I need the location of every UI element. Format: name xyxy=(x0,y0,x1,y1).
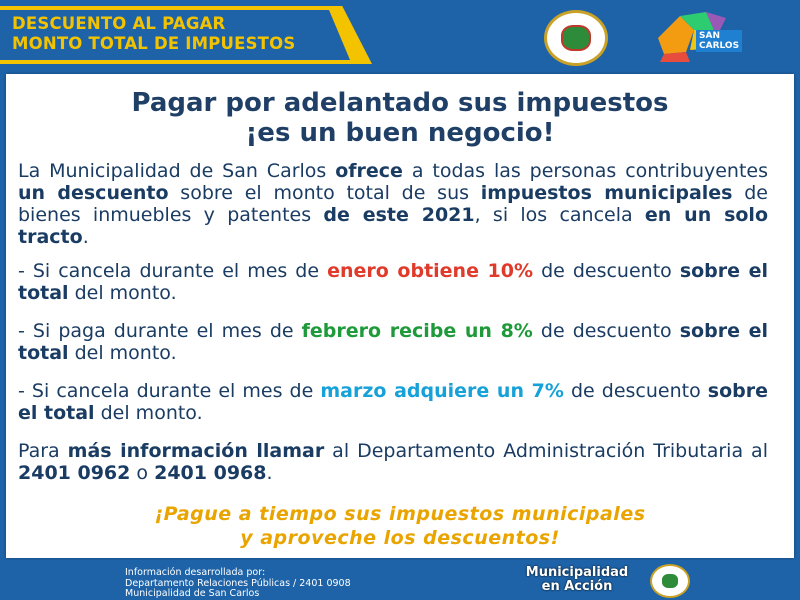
footer-credits-line1: Información desarrollada por: xyxy=(125,567,266,578)
intro-bold-2: un descuento xyxy=(18,182,169,204)
january-highlight: enero obtiene 10% xyxy=(327,260,534,282)
intro-bold-1: ofrece xyxy=(335,160,403,182)
contact-paragraph xyxy=(18,440,768,484)
march-highlight: marzo adquiere un 7% xyxy=(320,380,564,402)
footer-credits-line2: Departamento Relaciones Públicas / 2401 0908 xyxy=(125,577,351,589)
logo-text-line2: CARLOS xyxy=(699,41,740,51)
february-text-1: - Si paga durante el mes de xyxy=(18,320,302,342)
january-text-2: de descuento xyxy=(533,260,680,282)
january-text-3: del monto. xyxy=(68,282,177,304)
intro-text-4: de bienes inmuebles y patentes xyxy=(18,182,768,226)
banner-title-line2: MONTO TOTAL DE IMPUESTOS xyxy=(12,34,296,53)
municipal-seal-icon xyxy=(544,10,608,66)
footer-credits-line3: Municipalidad de San Carlos xyxy=(125,588,260,599)
intro-bold-4: de este 2021 xyxy=(323,204,475,226)
closing-message xyxy=(6,502,794,550)
intro-paragraph xyxy=(18,160,768,248)
footer xyxy=(0,560,800,600)
february-bold: sobre el total xyxy=(18,320,769,364)
footer-motto-line1: Municipalidad xyxy=(525,565,629,580)
march-text-1: - Si cancela durante el mes de xyxy=(18,380,321,402)
top-bar xyxy=(0,0,800,70)
march-text-2: de descuento xyxy=(563,380,708,402)
footer-motto xyxy=(510,566,644,594)
footer-credits xyxy=(125,568,351,600)
info-card xyxy=(6,74,794,558)
february-paragraph xyxy=(18,320,768,364)
closing-line1: ¡Pague a tiempo sus impuestos municipales xyxy=(154,503,646,525)
phone-number-1: 2401 0962 xyxy=(18,462,131,484)
contact-bold: más información llamar xyxy=(67,440,325,462)
intro-text-6: . xyxy=(82,226,89,248)
march-bold: sobre el total xyxy=(18,380,768,424)
closing-line2: y aproveche los descuentos! xyxy=(240,527,560,549)
intro-text-3: sobre el monto total de sus xyxy=(168,182,481,204)
february-text-2: de descuento xyxy=(532,320,680,342)
footer-seal-icon xyxy=(650,564,690,598)
banner-title xyxy=(12,14,295,54)
intro-text-2: a todas las personas contribuyentes xyxy=(402,160,768,182)
footer-seal-shield-icon xyxy=(662,574,678,588)
intro-text-5: , si los cancela xyxy=(474,204,645,226)
contact-text-4: . xyxy=(266,462,273,484)
contact-text-2: al Departamento Administración Tributaria al xyxy=(324,440,768,462)
january-bold: sobre el total xyxy=(18,260,769,304)
logo-text-line1: SAN xyxy=(699,31,720,41)
january-text-1: - Si cancela durante el mes de xyxy=(18,260,328,282)
january-paragraph xyxy=(18,260,768,304)
headline-line2: ¡es un buen negocio! xyxy=(245,118,555,148)
headline-line1: Pagar por adelantado sus impuestos xyxy=(131,88,669,118)
banner-title-line1: DESCUENTO AL PAGAR xyxy=(12,14,226,33)
march-text-3: del monto. xyxy=(94,402,203,424)
footer-motto-line2: en Acción xyxy=(541,579,613,594)
contact-text-3: o xyxy=(130,462,155,484)
february-text-3: del monto. xyxy=(68,342,177,364)
seal-shield-icon xyxy=(561,25,591,51)
march-paragraph xyxy=(18,380,768,424)
contact-text-1: Para xyxy=(18,440,68,462)
san-carlos-logo-text xyxy=(696,30,742,52)
intro-bold-5: en un solo tracto xyxy=(18,204,769,248)
february-highlight: febrero recibe un 8% xyxy=(301,320,533,342)
intro-text-1: La Municipalidad de San Carlos xyxy=(18,160,336,182)
phone-number-2: 2401 0968 xyxy=(154,462,267,484)
headline xyxy=(6,88,794,148)
san-carlos-logo xyxy=(650,8,770,64)
intro-bold-3: impuestos municipales xyxy=(480,182,733,204)
